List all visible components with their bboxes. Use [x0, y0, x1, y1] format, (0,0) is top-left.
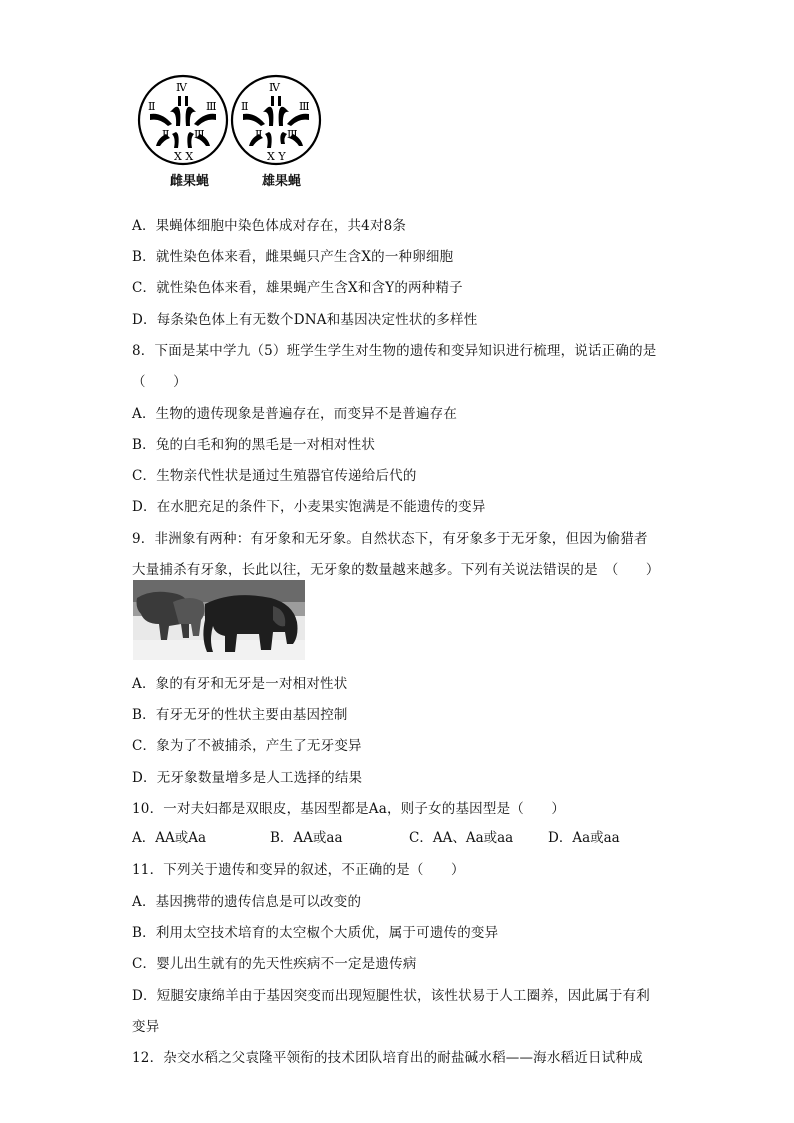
q10-option-c: C．AA、Aa或aa [409, 830, 514, 846]
female-roman-iii: Ⅲ [206, 100, 217, 113]
q11-option-a: A．基因携带的遗传信息是可以改变的 [132, 894, 362, 910]
q11-option-c: C．婴儿出生就有的先天性疾病不一定是遗传病 [132, 956, 417, 972]
male-roman-ii-lower: Ⅱ [255, 128, 263, 141]
q12-stem: 12．杂交水稻之父袁隆平领衔的技术团队培育出的耐盐碱水稻——海水稻近日试种成 [132, 1050, 643, 1066]
chromosome-figure [136, 74, 326, 192]
q9-option-d: D．无牙象数量增多是人工选择的结果 [132, 770, 363, 786]
q8-option-a: A．生物的遗传现象是普遍存在，而变异不是普遍存在 [132, 406, 458, 422]
female-fly-label: 雌果蝇 [170, 174, 210, 189]
male-fly-label: 雄果蝇 [262, 174, 302, 189]
female-sex-chromosomes: X X [174, 150, 194, 163]
q11-option-b: B．利用太空技术培育的太空椒个大质优，属于可遗传的变异 [132, 925, 499, 941]
q9-option-a: A．象的有牙和无牙是一对相对性状 [132, 676, 348, 692]
q11-stem: 11．下列关于遗传和变异的叙述，不正确的是（ ） [132, 862, 465, 878]
male-roman-iv: Ⅳ [269, 81, 280, 94]
female-roman-iv: Ⅳ [176, 81, 187, 94]
q7-option-b: B．就性染色体来看，雌果蝇只产生含X的一种卵细胞 [132, 249, 454, 265]
female-roman-ii-lower: Ⅱ [162, 128, 170, 141]
q7-option-c: C．就性染色体来看，雄果蝇产生含X和含Y的两种精子 [132, 280, 463, 296]
q7-option-a: A．果蝇体细胞中染色体成对存在，共4对8条 [132, 218, 407, 234]
q8-option-c: C．生物亲代性状是通过生殖器官传递给后代的 [132, 468, 417, 484]
male-roman-ii: Ⅱ [241, 100, 249, 113]
male-roman-iii: Ⅲ [299, 100, 310, 113]
q8-stem: 8．下面是某中学九（5）班学生学生对生物的遗传和变异知识进行梳理，说话正确的是 [132, 343, 657, 359]
male-roman-iii-lower: Ⅲ [287, 128, 298, 141]
male-sex-chromosomes: X Y [267, 150, 286, 163]
female-roman-iii-lower: Ⅲ [194, 128, 205, 141]
q10-option-b: B．AA或aa [270, 830, 343, 846]
q9-option-b: B．有牙无牙的性状主要由基因控制 [132, 707, 348, 723]
q9-option-c: C．象为了不被捕杀，产生了无牙变异 [132, 738, 362, 754]
q7-option-d: D．每条染色体上有无数个DNA和基因决定性状的多样性 [132, 312, 478, 328]
q8-option-b: B．兔的白毛和狗的黑毛是一对相对性状 [132, 437, 376, 453]
q11-option-d-continuation: 变异 [132, 1019, 160, 1035]
q11-option-d: D．短腿安康绵羊由于基因突变而出现短腿性状，该性状易于人工圈养，因此属于有利 [132, 988, 650, 1004]
q9-stem-line2: 大量捕杀有牙象，长此以往，无牙象的数量越来越多。下列有关说法错误的是 （ ） [132, 562, 660, 578]
female-roman-ii: Ⅱ [148, 100, 156, 113]
q8-stem-bracket: （ ） [132, 374, 187, 390]
q9-stem-line1: 9．非洲象有两种：有牙象和无牙象。自然状态下，有牙象多于无牙象，但因为偷猎者 [132, 531, 648, 547]
elephants-photo [133, 580, 305, 660]
q10-option-a: A．AA或Aa [132, 830, 207, 846]
q8-option-d: D．在水肥充足的条件下，小麦果实饱满是不能遗传的变异 [132, 499, 486, 515]
fruit-fly-chromosome-diagram [136, 74, 326, 169]
q10-option-d: D．Aa或aa [548, 830, 620, 846]
q10-stem: 10．一对夫妇都是双眼皮，基因型都是Aa，则子女的基因型是（ ） [132, 801, 566, 817]
